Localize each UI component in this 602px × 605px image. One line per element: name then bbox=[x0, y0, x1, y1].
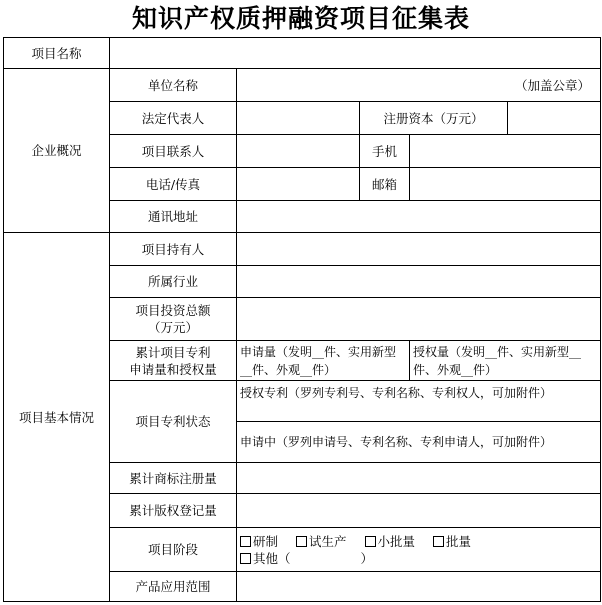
applied-count-field[interactable]: 申请量（发明__件、实用新型__件、外观__件） bbox=[237, 341, 410, 381]
email-field[interactable] bbox=[410, 168, 601, 201]
application-label: 产品应用范围 bbox=[110, 572, 237, 602]
phone-fax-field[interactable] bbox=[237, 168, 360, 201]
legal-rep-field[interactable] bbox=[237, 102, 360, 135]
checkbox-icon[interactable] bbox=[296, 536, 307, 547]
stage-option-trial[interactable] bbox=[296, 534, 347, 549]
stage-option-small-batch[interactable] bbox=[365, 534, 416, 549]
form-table bbox=[3, 37, 601, 602]
granted-patents-field[interactable]: 授权专利（罗列专利号、专利名称、专利权人，可加附件） bbox=[237, 381, 601, 422]
email-label: 邮箱 bbox=[360, 168, 410, 201]
patent-status-label: 项目专利状态 bbox=[110, 381, 237, 463]
stage-option-label: 小批量 bbox=[377, 533, 416, 549]
patent-count-label-line1: 累计项目专利 bbox=[135, 344, 211, 360]
stage-option-label: 批量 bbox=[446, 533, 472, 549]
reg-capital-label: 注册资本（万元） bbox=[360, 102, 508, 135]
investment-label bbox=[110, 298, 237, 341]
industry-label: 所属行业 bbox=[110, 266, 237, 298]
checkbox-icon[interactable] bbox=[365, 536, 376, 547]
stage-field bbox=[237, 528, 601, 572]
seal-note: （加盖公章） bbox=[515, 77, 591, 93]
granted-count-field[interactable]: 授权量（发明__件、实用新型__件、外观__件） bbox=[410, 341, 601, 381]
stage-option-label: 研制 bbox=[253, 533, 279, 549]
holder-label: 项目持有人 bbox=[110, 233, 237, 266]
reg-capital-field[interactable] bbox=[508, 102, 601, 135]
unit-name-field[interactable] bbox=[237, 69, 601, 102]
checkbox-icon[interactable] bbox=[240, 536, 251, 547]
checkbox-icon[interactable] bbox=[433, 536, 444, 547]
stage-label: 项目阶段 bbox=[110, 528, 237, 572]
stage-option-other[interactable] bbox=[240, 551, 373, 566]
mobile-field[interactable] bbox=[410, 135, 601, 168]
application-field[interactable] bbox=[237, 572, 601, 602]
unit-name-label: 单位名称 bbox=[110, 69, 237, 102]
holder-field[interactable] bbox=[237, 233, 601, 266]
copyright-label: 累计版权登记量 bbox=[110, 494, 237, 528]
stage-other-label: 其他（ bbox=[253, 550, 291, 566]
form-title: 知识产权质押融资项目征集表 bbox=[131, 4, 470, 33]
phone-fax-label: 电话/传真 bbox=[110, 168, 237, 201]
basic-section-label: 项目基本情况 bbox=[4, 233, 110, 602]
patent-count-label bbox=[110, 341, 237, 381]
legal-rep-label: 法定代表人 bbox=[110, 102, 237, 135]
address-field[interactable] bbox=[237, 201, 601, 233]
project-name-field[interactable] bbox=[110, 38, 601, 69]
pending-patents-field[interactable]: 申请中（罗列申请号、专利名称、专利申请人，可加附件） bbox=[237, 422, 601, 463]
trademark-field[interactable] bbox=[237, 463, 601, 494]
industry-field[interactable] bbox=[237, 266, 601, 298]
mobile-label: 手机 bbox=[360, 135, 410, 168]
contact-field[interactable] bbox=[237, 135, 360, 168]
address-label: 通讯地址 bbox=[110, 201, 237, 233]
stage-option-research[interactable] bbox=[240, 534, 278, 549]
stage-other-close: ） bbox=[360, 550, 374, 566]
copyright-field[interactable] bbox=[237, 494, 601, 528]
stage-option-label: 试生产 bbox=[309, 533, 347, 549]
investment-label-line2: （万元） bbox=[147, 320, 198, 335]
checkbox-icon[interactable] bbox=[240, 553, 251, 564]
investment-label-line1: 项目投资总额 bbox=[135, 303, 211, 318]
patent-count-label-line2: 申请量和授权量 bbox=[129, 361, 217, 377]
investment-field[interactable] bbox=[237, 298, 601, 341]
project-name-label: 项目名称 bbox=[4, 38, 110, 69]
company-section-label: 企业概况 bbox=[4, 69, 110, 233]
contact-label: 项目联系人 bbox=[110, 135, 237, 168]
stage-option-batch[interactable] bbox=[433, 534, 471, 549]
trademark-label: 累计商标注册量 bbox=[110, 463, 237, 494]
